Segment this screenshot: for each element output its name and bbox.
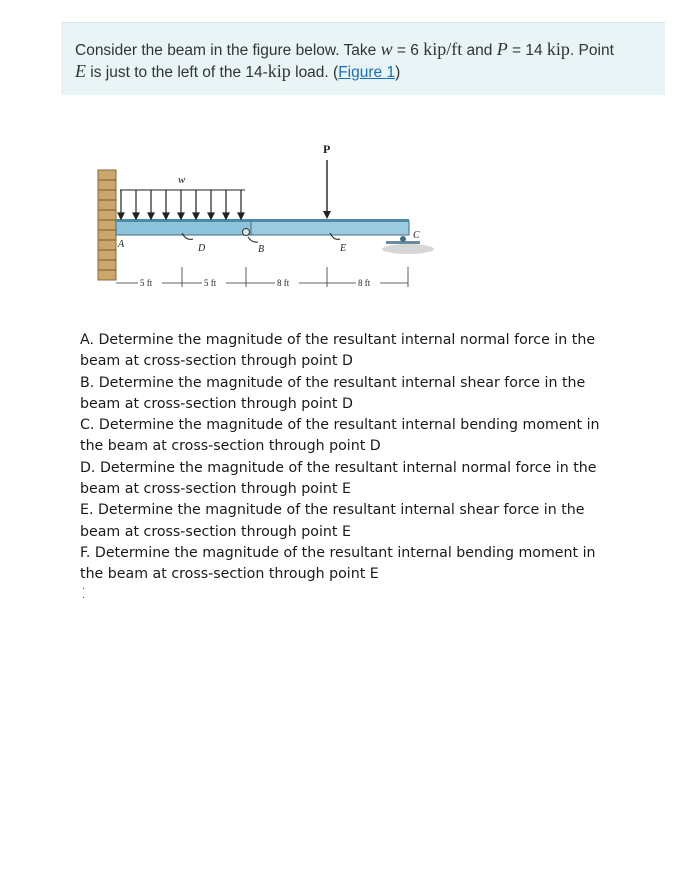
beam-diagram — [90, 135, 440, 295]
beam-segment-bc-top — [251, 219, 409, 222]
text-3: is just to the left of the 14- — [86, 64, 268, 81]
section-mark-b — [248, 237, 258, 242]
text-4: load. ( — [290, 64, 339, 81]
dim-ec: 8 ft — [358, 278, 371, 288]
beam-segment-ab — [116, 221, 251, 235]
question-e: E. Determine the magnitude of the resultant internal shear force in the beam at cross-section through point E — [80, 502, 585, 540]
load-arrows — [118, 190, 244, 219]
eq-2: = 14 — [507, 42, 547, 59]
text-2: . Point — [569, 42, 614, 59]
dim-ad: 5 ft — [140, 278, 153, 288]
wall — [98, 170, 116, 280]
load-p-arrowhead — [323, 211, 331, 219]
question-d: D. Determine the magnitude of the resultant internal normal force in the beam at cross-section through point E — [80, 459, 597, 498]
p-unit: kip — [546, 39, 570, 59]
problem-statement — [61, 22, 665, 95]
text-5: ) — [395, 64, 401, 81]
dim-be: 8 ft — [277, 278, 290, 288]
label-d: D — [198, 243, 206, 254]
question-list — [80, 330, 620, 586]
eq-1: = 6 — [392, 42, 424, 59]
label-e: E — [340, 243, 347, 254]
kip-unit: kip — [267, 61, 291, 81]
beam-figure — [90, 135, 440, 295]
beam-segment-bc — [251, 221, 409, 235]
label-p: P — [323, 142, 331, 156]
and-text: and — [462, 42, 497, 59]
question-c: C. Determine the magnitude of the resultant internal bending moment in the beam at cross-section through point D — [80, 417, 600, 455]
e-symbol: E — [75, 61, 86, 81]
question-a: A. Determine the magnitude of the resultant internal normal force in the beam at cross-section through point D — [80, 332, 596, 370]
label-w: w — [178, 174, 186, 186]
label-c: C — [413, 230, 420, 241]
question-b: B. Determine the magnitude of the resultant internal shear force in the beam at cross-section through point D — [80, 374, 586, 412]
w-symbol: w — [380, 39, 393, 59]
roller-c — [400, 236, 406, 242]
w-unit: kip/ft — [423, 39, 463, 59]
figure-link[interactable]: Figure 1 — [338, 64, 396, 81]
p-symbol: P — [496, 39, 508, 59]
label-a: A — [118, 239, 125, 250]
ellipsis: · · — [82, 584, 86, 604]
ground — [382, 244, 434, 254]
hinge-b — [243, 229, 250, 236]
dim-db: 5 ft — [204, 278, 217, 288]
question-f: F. Determine the magnitude of the resultant internal bending moment in the beam at cross-section through point E — [80, 544, 596, 583]
label-b: B — [258, 244, 265, 255]
text-1: Consider the beam in the figure below. Take — [75, 42, 381, 59]
